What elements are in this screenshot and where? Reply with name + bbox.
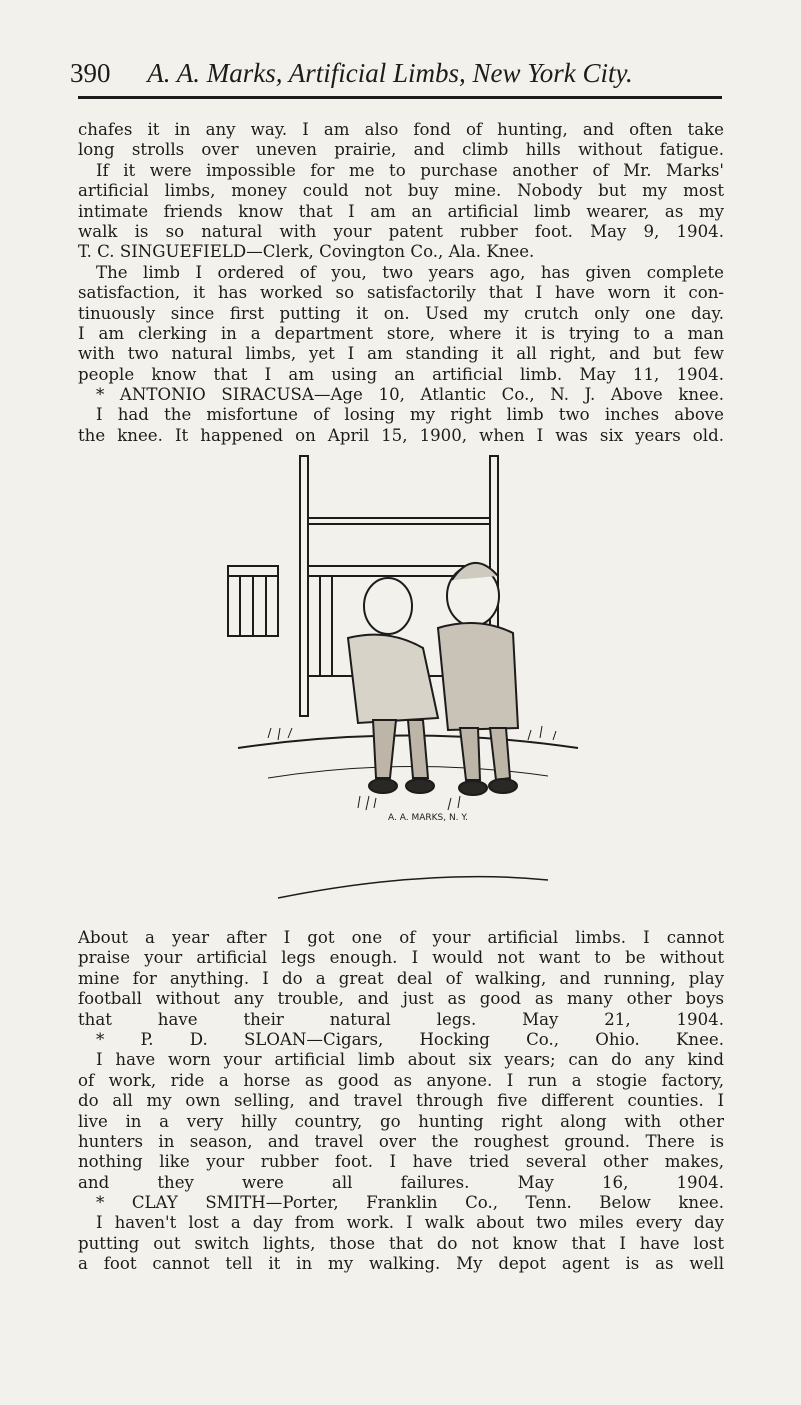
testimonial-heading: T. C. SINGUEFIELD—Clerk, Covington Co., Ala. Knee.: [78, 242, 535, 262]
text-line: walk is so natural with your patent rubber foot. May 9, 1904.: [78, 221, 724, 241]
text-line: hunters in season, and travel over the roughest ground. There is: [78, 1131, 724, 1151]
text-line: I am clerking in a department store, where it is trying to a man: [78, 323, 724, 343]
text-line: and they were all failures. May 16, 1904.: [78, 1172, 724, 1192]
text-line: tinuously since first putting it on. Used my crutch only one day.: [78, 303, 724, 323]
text-line: I haven't lost a day from work. I walk about two miles every day: [96, 1213, 724, 1233]
text-line: a foot cannot tell it in my walking. My depot agent is as well: [78, 1254, 724, 1274]
text-line: live in a very hilly country, go hunting right along with other: [78, 1111, 724, 1131]
engraving-boy-on-fence: [208, 448, 598, 908]
text-line: putting out switch lights, those that do not know that I have lost: [78, 1233, 724, 1253]
text-line: do all my own selling, and travel through five different counties. I: [78, 1091, 724, 1111]
engraver-mark: A. A. MARKS, N. Y.: [388, 813, 468, 823]
text-line: About a year after I got one of your artificial limbs. I cannot: [78, 928, 724, 947]
text-line: intimate friends know that I am an artificial limb wearer, as my: [78, 201, 724, 221]
page-header: [70, 56, 730, 90]
text-line: praise your artificial legs enough. I would not want to be without: [78, 948, 724, 968]
testimonial-heading: * CLAY SMITH—Porter, Franklin Co., Tenn. Below knee.: [96, 1193, 724, 1213]
text-line: of work, ride a horse as good as anyone. I run a stogie factory,: [78, 1070, 724, 1090]
testimonial-heading: * P. D. SLOAN—Cigars, Hocking Co., Ohio. Knee.: [96, 1029, 724, 1049]
testimonial-text-bottom: [78, 928, 724, 1275]
testimonial-text-top: [78, 120, 724, 446]
text-line: long strolls over uneven prairie, and climb hills without fatigue.: [78, 140, 724, 160]
text-line: people know that I am using an artificial limb. May 11, 1904.: [78, 364, 724, 384]
text-line: If it were impossible for me to purchase another of Mr. Marks': [96, 160, 724, 180]
text-line: that have their natural legs. May 21, 1904.: [78, 1009, 724, 1029]
text-line: artificial limbs, money could not buy mine. Nobody but my most: [78, 181, 724, 201]
running-title: A. A. Marks, Artificial Limbs, New York City.: [147, 58, 633, 88]
testimonial-heading: * ANTONIO SIRACUSA—Age 10, Atlantic Co., N. J. Above knee.: [96, 385, 724, 405]
text-line: with two natural limbs, yet I am standing it all right, and but few: [78, 344, 724, 364]
text-line: chafes it in any way. I am also fond of hunting, and often take: [78, 120, 724, 139]
text-line: the knee. It happened on April 15, 1900, when I was six years old.: [78, 425, 724, 445]
text-line: I had the misfortune of losing my right limb two inches above: [96, 405, 724, 425]
engraving-illustration: [208, 448, 598, 908]
text-line: satisfaction, it has worked so satisfactorily that I have worn it con-: [78, 283, 724, 303]
text-line: nothing like your rubber foot. I have tried several other makes,: [78, 1152, 724, 1172]
page-number: 390: [70, 58, 111, 88]
text-line: I have worn your artificial limb about six years; can do any kind: [96, 1050, 724, 1070]
text-line: mine for anything. I do a great deal of walking, and running, play: [78, 968, 724, 988]
header-rule: [78, 96, 722, 99]
text-line: The limb I ordered of you, two years ago, has given complete: [96, 262, 724, 282]
text-line: football without any trouble, and just as good as many other boys: [78, 989, 724, 1009]
